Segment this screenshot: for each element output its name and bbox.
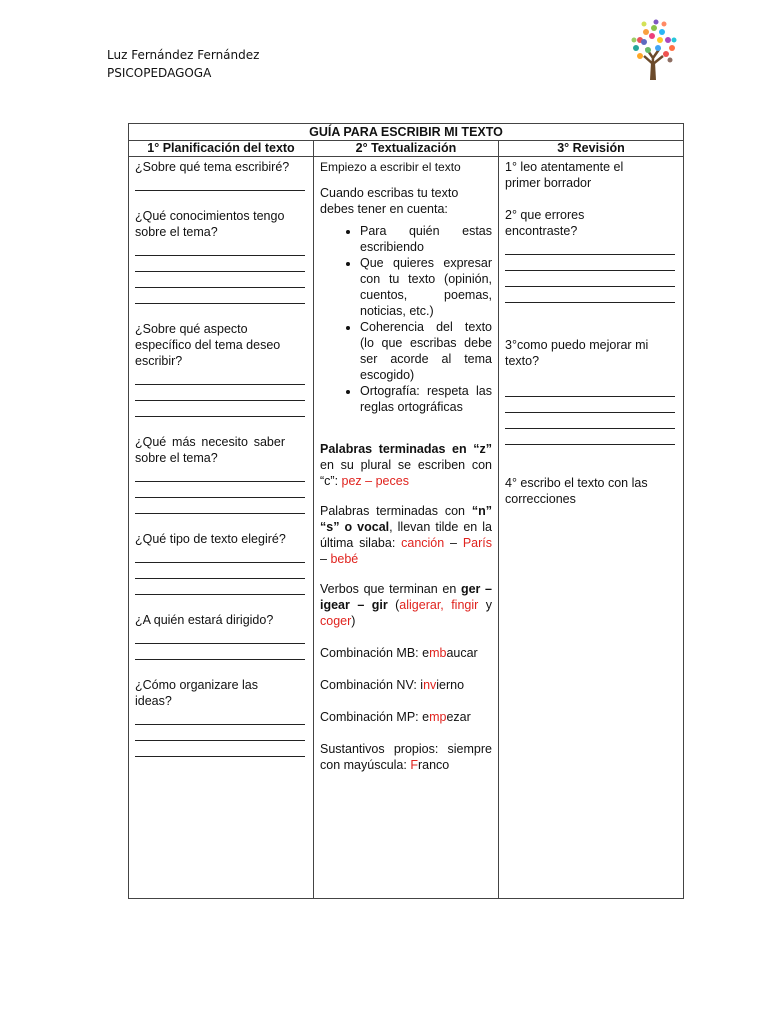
rule-nv <box>320 677 492 693</box>
question-organize: ¿Cómo organizare las ideas? <box>135 678 258 708</box>
question-aspect: ¿Sobre qué aspecto específico del tema deseo escribir? <box>135 322 281 368</box>
revision-step-2: 2° que errores encontraste? <box>505 208 585 238</box>
rule-ger-bold: ger – igear – gir <box>320 582 492 612</box>
answer-line[interactable] <box>135 482 305 498</box>
answer-line[interactable] <box>135 644 305 660</box>
list-item: • Coherencia del texto (lo que escribas debe ser acorde al tema escogido) <box>360 319 492 383</box>
question-topic: ¿Sobre qué tema escribiré? <box>135 160 290 174</box>
answer-line[interactable] <box>505 397 675 413</box>
answer-line[interactable] <box>135 240 305 256</box>
rule-mb-label: Combinación MB: <box>320 646 423 660</box>
rule-nsv-sep1: – <box>444 536 463 550</box>
question-text-type: ¿Qué tipo de texto elegiré? <box>135 532 286 546</box>
rule-ger-close: ) <box>351 614 356 628</box>
rule-ger <box>320 581 492 629</box>
answer-line[interactable] <box>505 287 675 303</box>
rule-mp-c: ezar <box>446 710 471 724</box>
answer-line[interactable] <box>505 255 675 271</box>
rule-proper <box>320 741 492 773</box>
rule-mp-b: mp <box>429 710 447 724</box>
writing-guide-table <box>128 123 684 899</box>
consider-list <box>320 223 492 415</box>
answer-line[interactable] <box>135 272 305 288</box>
answer-line[interactable] <box>135 175 305 191</box>
intro-text: Empiezo a escribir el texto <box>320 160 461 174</box>
answer-line[interactable] <box>135 498 305 514</box>
rule-nsv-ex3: bebé <box>330 552 359 566</box>
rule-nsv-bold: “n” “s” o vocal <box>320 504 492 534</box>
tree-logo-icon <box>622 18 686 82</box>
answer-line[interactable] <box>135 579 305 595</box>
revision-step-4: 4° escribo el texto con las correcciones <box>505 476 648 506</box>
rule-z <box>320 441 492 489</box>
answer-line[interactable] <box>135 401 305 417</box>
answer-line[interactable] <box>505 381 675 397</box>
list-item: • Que quieres expresar con tu texto (opinión, cuentos, poemas, noticias, etc.) <box>360 255 492 319</box>
author-name: Luz Fernández Fernández <box>107 48 260 62</box>
rule-nv-b: nv <box>423 678 437 692</box>
rule-nsv-text: , llevan tilde en la última silaba: <box>320 520 492 550</box>
revision-cell <box>499 157 684 899</box>
answer-line[interactable] <box>505 271 675 287</box>
list-item: • Ortografía: respeta las reglas ortográficas <box>360 383 492 415</box>
answer-line[interactable] <box>135 628 305 644</box>
answer-line[interactable] <box>135 741 305 757</box>
rule-nsv-pre: Palabras terminadas con <box>320 504 472 518</box>
rule-mb-c: aucar <box>446 646 478 660</box>
rule-nsv <box>320 503 492 567</box>
column-header-revision: 3° Revisión <box>499 141 684 157</box>
author-role: PSICOPEDAGOGA <box>107 66 212 80</box>
answer-line[interactable] <box>135 256 305 272</box>
question-knowledge: ¿Qué conocimientos tengo sobre el tema? <box>135 209 285 239</box>
textualization-cell <box>314 157 499 899</box>
list-item: • Para quién estas escribiendo <box>360 223 492 255</box>
rule-mb-a: e <box>422 646 430 660</box>
revision-step-1: 1° leo atentamente el primer borrador <box>505 160 624 190</box>
answer-line[interactable] <box>505 429 675 445</box>
rule-nsv-ex2: París <box>462 536 492 550</box>
rule-mp-label: Combinación MP: <box>320 710 423 724</box>
revision-step-3: 3°como puedo mejorar mi texto? <box>505 338 649 368</box>
column-header-textualization: 2° Textualización <box>314 141 499 157</box>
rule-mp <box>320 709 492 725</box>
rule-nsv-sep2: – <box>320 552 331 566</box>
planning-cell <box>129 157 314 899</box>
answer-line[interactable] <box>135 725 305 741</box>
rule-ger-pre: Verbos que terminan en <box>320 582 461 596</box>
rule-ger-and: y <box>478 598 493 612</box>
answer-line[interactable] <box>135 547 305 563</box>
answer-line[interactable] <box>135 385 305 401</box>
rule-ger-ex1: aligerar, fingir <box>399 598 479 612</box>
rule-ger-ex2: coger <box>320 614 352 628</box>
question-more-info: ¿Qué más necesito saber sobre el tema? <box>135 435 285 465</box>
rule-ger-open: ( <box>387 598 400 612</box>
rule-mb-b: mb <box>429 646 447 660</box>
answer-line[interactable] <box>135 563 305 579</box>
rule-nv-c: ierno <box>436 678 465 692</box>
answer-line[interactable] <box>505 413 675 429</box>
rule-z-example: pez – peces <box>341 474 409 488</box>
rule-mp-a: e <box>422 710 430 724</box>
author-block <box>107 46 259 82</box>
answer-line[interactable] <box>135 466 305 482</box>
table-title: GUÍA PARA ESCRIBIR MI TEXTO <box>129 124 684 141</box>
question-audience: ¿A quién estará dirigido? <box>135 613 274 627</box>
answer-line[interactable] <box>135 369 305 385</box>
rule-mb <box>320 645 492 661</box>
rule-proper-text: Sustantivos propios: siempre con mayúscula: <box>320 742 492 772</box>
rule-nv-label: Combinación NV: <box>320 678 421 692</box>
answer-line[interactable] <box>135 288 305 304</box>
rule-proper-red: F <box>410 758 418 772</box>
rule-z-bold: Palabras terminadas en “z” <box>320 442 492 456</box>
answer-line[interactable] <box>135 709 305 725</box>
rule-proper-rest: ranco <box>417 758 450 772</box>
column-header-planning: 1° Planificación del texto <box>129 141 314 157</box>
rule-nv-a: i <box>420 678 424 692</box>
consider-text: Cuando escribas tu texto debes tener en cuenta: <box>320 186 459 216</box>
rule-nsv-ex1: canción <box>401 536 445 550</box>
answer-line[interactable] <box>505 239 675 255</box>
rule-z-text: en su plural se escriben con “c”: <box>320 458 492 488</box>
